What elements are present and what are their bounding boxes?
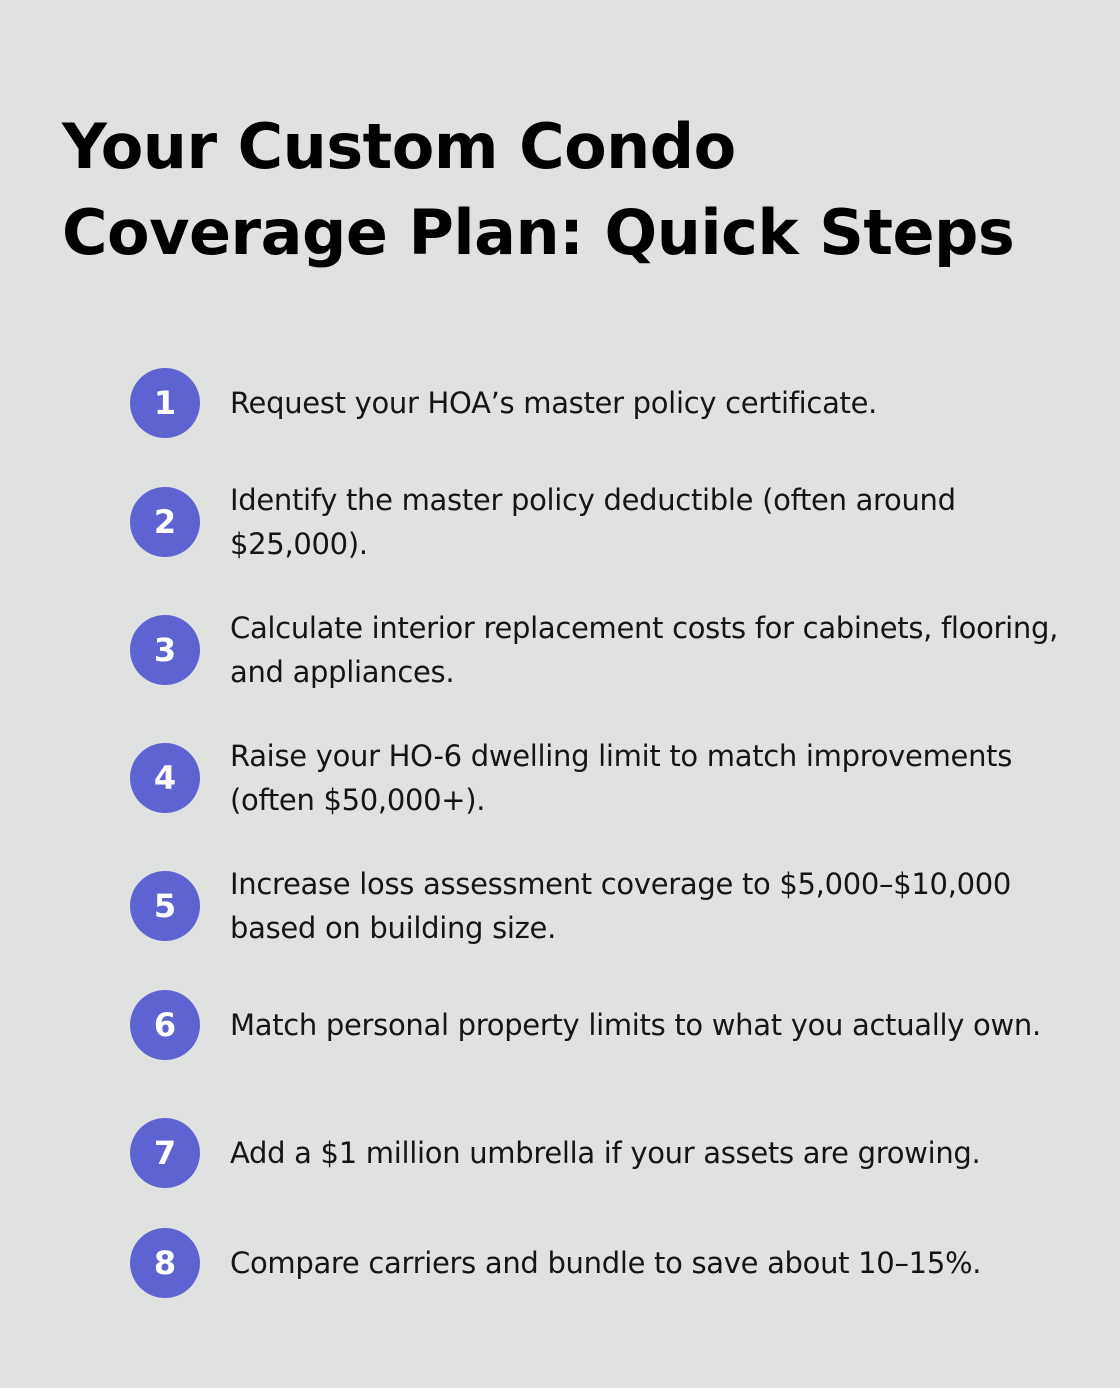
step-2 [130,478,1060,566]
step-text: Match personal property limits to what you actually own. [230,1008,1041,1042]
step-number-badge: 1 [130,368,200,438]
step-text: Request your HOA’s master policy certificate. [230,386,878,420]
step-number-badge: 8 [130,1228,200,1298]
step-1 [130,368,1060,438]
step-number-badge: 7 [130,1118,200,1188]
step-number-badge: 6 [130,990,200,1060]
step-number-badge: 5 [130,871,200,941]
step-5 [130,862,1060,950]
step-7 [130,1118,1060,1188]
step-number-badge: 3 [130,615,200,685]
step-number-badge: 4 [130,743,200,813]
step-text: Calculate interior replacement costs for cabinets, flooring, and appliances. [230,611,1059,689]
page-title: Your Custom Condo Coverage Plan: Quick Steps [62,110,1015,269]
step-text: Add a $1 million umbrella if your assets are growing. [230,1136,981,1170]
step-text: Compare carriers and bundle to save about 10–15%. [230,1246,982,1280]
step-3 [130,606,1060,694]
step-text: Increase loss assessment coverage to $5,000–$10,000 based on building size. [230,867,1012,945]
step-text: Identify the master policy deductible (often around $25,000). [230,483,956,561]
step-text: Raise your HO-6 dwelling limit to match improvements (often $50,000+). [230,739,1013,817]
step-4 [130,734,1060,822]
step-8 [130,1228,1060,1298]
step-6 [130,990,1060,1060]
step-number-badge: 2 [130,487,200,557]
